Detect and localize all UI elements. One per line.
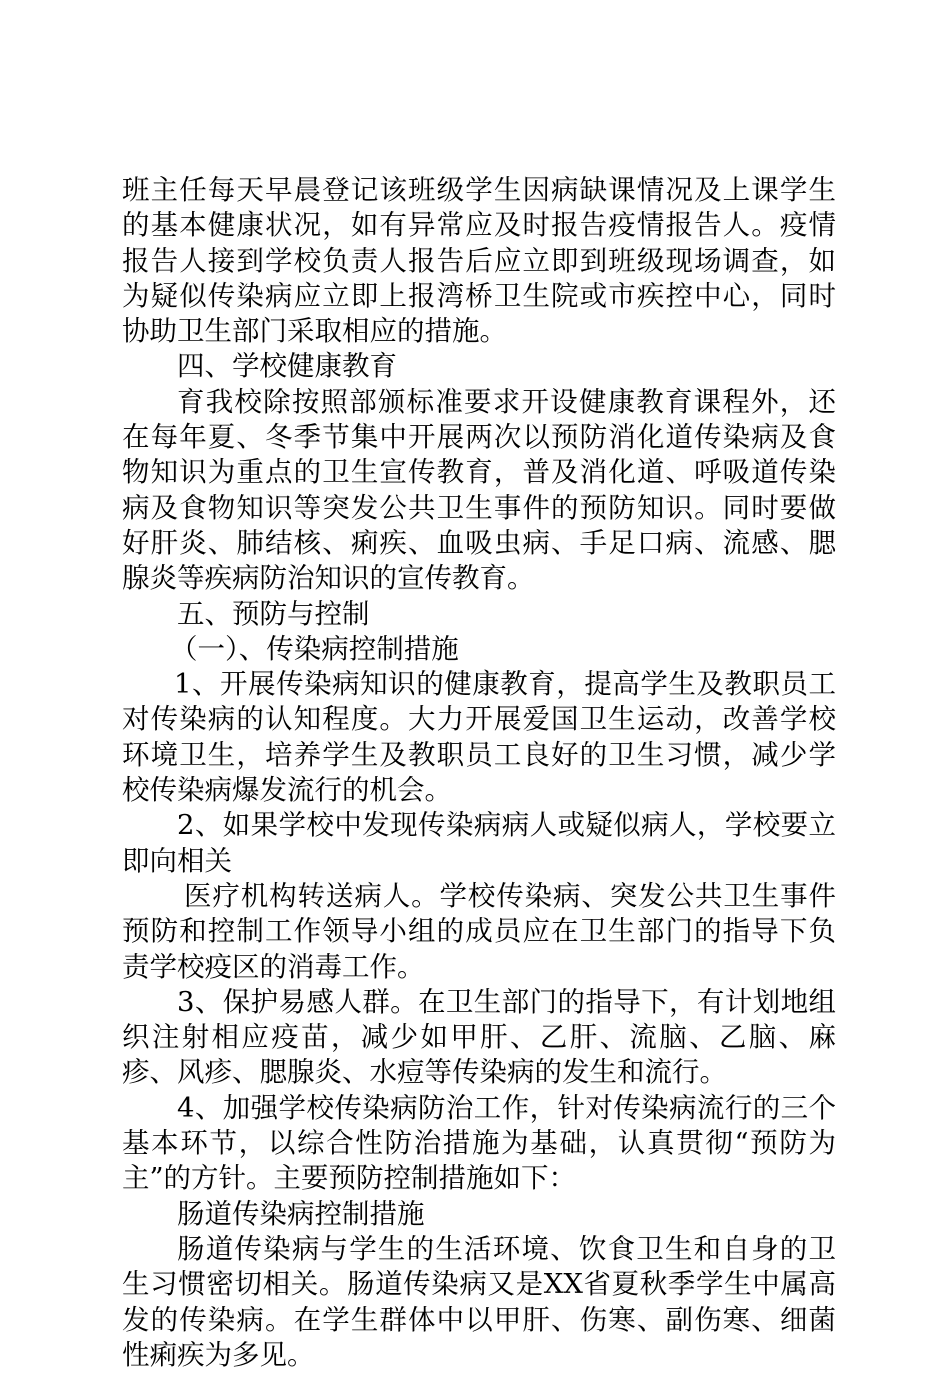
- list-item-2: 2、如果学校中发现传染病病人或疑似病人，学校要立即向相关: [122, 809, 836, 877]
- section-heading-prevention-control: 五、预防与控制: [177, 597, 370, 630]
- subheading-intestinal-control: 肠道传染病控制措施: [177, 1197, 425, 1230]
- paragraph-report-procedure: 班主任每天早晨登记该班级学生因病缺课情况及上课学生的基本健康状况，如有异常应及时报告疫情报告人。疫情报告人接到学校负责人报告后应立即到班级现场调查，如为疑似传染病应立即上报湾桥卫生院或市疾控中心，同时协助卫生部门采取相应的措施。: [122, 174, 836, 348]
- paragraph-intestinal-diseases: 肠道传染病与学生的生活环境、饮食卫生和自身的卫生习惯密切相关。肠道传染病又是XX省夏秋季学生中属高发的传染病。在学生群体中以甲肝、伤寒、副伤寒、细菌性痢疾为多见。: [122, 1232, 836, 1371]
- list-item-1: 1、开展传染病知识的健康教育，提高学生及教职员工对传染病的认知程度。大力开展爱国卫生运动，改善学校环境卫生，培养学生及教职员工良好的卫生习惯，减少学校传染病爆发流行的机会。: [122, 668, 836, 807]
- document-body: [122, 173, 836, 1373]
- paragraph-health-education: 育我校除按照部颁标准要求开设健康教育课程外，还在每年夏、冬季节集中开展两次以预防消化道传染病及食物知识为重点的卫生宣传教育，普及消化道、呼吸道传染病及食物知识等突发公共卫生事件的预防知识。同时要做好肝炎、肺结核、痢疾、血吸虫病、手足口病、流感、腮腺炎等疾病防治知识的宣传教育。: [122, 385, 836, 595]
- list-item-2-continued: 医疗机构转送病人。学校传染病、突发公共卫生事件预防和控制工作领导小组的成员应在卫生部门的指导下负责学校疫区的消毒工作。: [122, 879, 836, 983]
- subsection-heading-control-measures: （一）、传染病控制措施: [170, 632, 459, 665]
- section-heading-health-education: 四、学校健康教育: [177, 350, 397, 383]
- list-item-4: 4、加强学校传染病防治工作，针对传染病流行的三个基本环节，以综合性防治措施为基础，认真贯彻“预防为主”的方针。主要预防控制措施如下：: [122, 1091, 836, 1195]
- list-item-3: 3、保护易感人群。在卫生部门的指导下，有计划地组织注射相应疫苗，减少如甲肝、乙肝、流脑、乙脑、麻疹、风疹、腮腺炎、水痘等传染病的发生和流行。: [122, 985, 836, 1089]
